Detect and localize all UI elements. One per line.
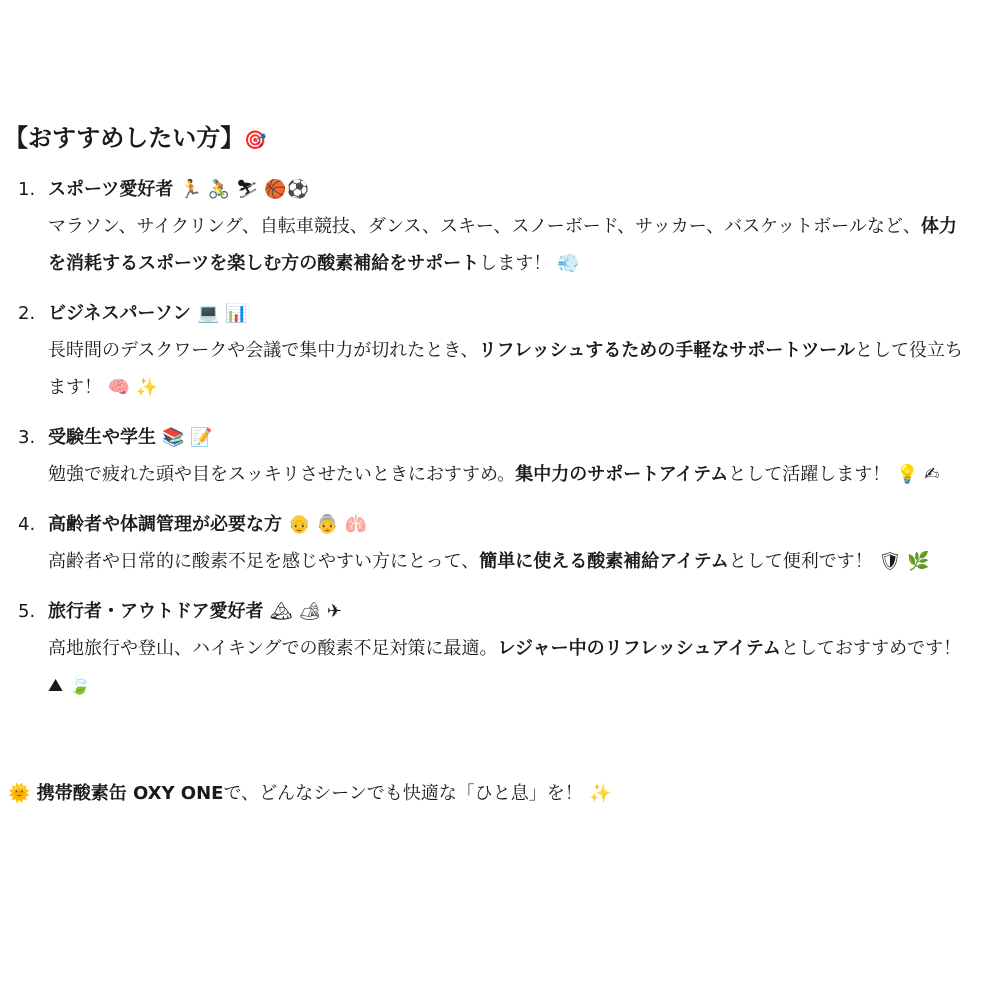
shield-herb-icons: 🛡 🌿 — [878, 551, 930, 572]
item-title: 受験生や学生 — [48, 427, 156, 448]
description-text: 長時間のデスクワークや会議で集中力が切れたとき、 — [48, 340, 479, 361]
item-number: 4. — [18, 514, 36, 535]
item-description — [48, 208, 963, 282]
description-text: 高齢者や日常的に酸素不足を感じやすい方にとって、 — [48, 551, 480, 572]
section-heading — [4, 122, 267, 157]
item-description — [48, 630, 963, 704]
item-title-line — [48, 594, 978, 630]
item-title: ビジネスパーソン — [48, 303, 191, 324]
item-title-line — [48, 172, 978, 208]
elderly-lungs-icons: 👴 👵 🫁 — [288, 514, 367, 535]
item-title: 高齢者や体調管理が必要な方 — [48, 514, 282, 535]
description-highlight: リフレッシュするための手軽なサポートツール — [478, 340, 855, 361]
list-item — [18, 594, 978, 704]
item-description — [48, 456, 963, 493]
rock-leaf-icons: ⛰ 🍃 — [48, 675, 92, 696]
description-text: マラソン、サイクリング、自転車競技、ダンス、スキー、スノーボード、サッカー、バスケットボールなど、 — [48, 216, 921, 237]
sun-icon: 🌞 — [8, 783, 31, 804]
item-number: 5. — [18, 601, 36, 622]
books-memo-icons: 📚 📝 — [162, 427, 213, 448]
item-title-line — [48, 507, 978, 543]
item-title-line — [48, 420, 978, 456]
list-item — [18, 172, 978, 282]
list-item — [18, 507, 978, 580]
description-text-end: として便利です！ — [728, 551, 873, 572]
description-highlight: 体力を消耗するスポーツを楽しむ方の酸素補給をサポート — [48, 216, 957, 274]
list-item — [18, 420, 978, 493]
description-highlight: レジャー中のリフレッシュアイテム — [497, 638, 781, 659]
target-icon: 🎯 — [244, 130, 267, 151]
laptop-chart-icons: 💻 📊 — [197, 303, 248, 324]
description-highlight: 集中力のサポートアイテム — [515, 464, 729, 485]
description-text: 高地旅行や登山、ハイキングでの酸素不足対策に最適。 — [48, 638, 498, 659]
sparkles-icon: ✨ — [589, 783, 612, 804]
item-description — [48, 332, 963, 406]
item-number: 2. — [18, 303, 36, 324]
recommendation-list — [18, 172, 978, 718]
list-item — [18, 296, 978, 406]
product-name: 携帯酸素缶 OXY ONE — [36, 783, 224, 804]
description-text-end: としておすすめです！ — [780, 638, 962, 659]
closing-line — [8, 778, 611, 810]
item-title: 旅行者・アウトドア愛好者 — [48, 601, 264, 622]
description-text-end: として活躍します！ — [728, 464, 891, 485]
item-title-line — [48, 296, 978, 332]
description-text: 勉強で疲れた頭や目をスッキリさせたいときにおすすめ。 — [48, 464, 516, 485]
item-description — [48, 543, 963, 580]
description-text-end: します！ — [479, 253, 552, 274]
item-title: スポーツ愛好者 — [48, 179, 174, 200]
heading-text: 【おすすめしたい方】 — [4, 124, 245, 152]
mountain-camping-plane-icons: 🏔 🏕 ✈ — [269, 601, 342, 622]
brain-sparkles-icons: 🧠 ✨ — [107, 377, 159, 398]
sports-icons: 🏃 🚴 ⛷ 🏀⚽ — [179, 179, 310, 200]
description-text-end: として役立ちます！ — [48, 340, 963, 398]
wind-icon: 💨 — [557, 253, 580, 274]
description-highlight: 簡単に使える酸素補給アイテム — [479, 551, 729, 572]
item-number: 3. — [18, 427, 36, 448]
item-number: 1. — [18, 179, 36, 200]
bulb-writing-icons: 💡 ✍ — [895, 464, 940, 485]
closing-text: で、どんなシーンでも快適な「ひと息」を！ — [223, 783, 583, 804]
